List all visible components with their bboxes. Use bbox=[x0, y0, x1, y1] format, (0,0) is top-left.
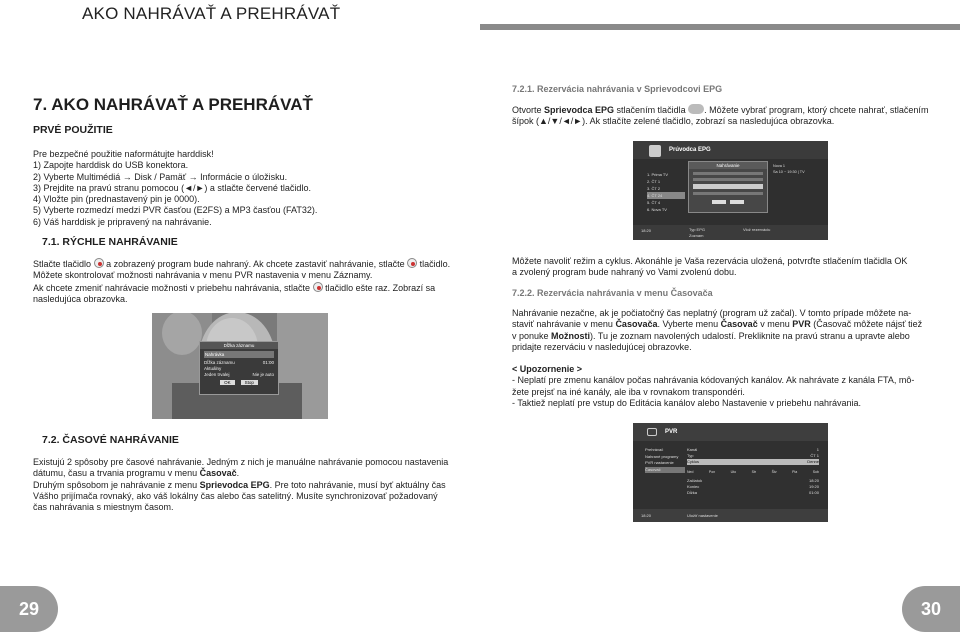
record-dialog-row[interactable]: Aktuálny bbox=[204, 366, 222, 371]
text: ). Tu je zoznam navolených udalostí. Prekliknite na pravú stranu a upravte alebo bbox=[590, 330, 910, 341]
popup-ok-button[interactable] bbox=[712, 200, 726, 204]
text: tlačidlo. bbox=[419, 259, 451, 269]
text: Denne bbox=[807, 459, 819, 464]
channel-item[interactable]: 4. ČT 24 bbox=[647, 192, 685, 199]
timer-rec-heading: 7.2. ČASOVÉ NAHRÁVANIE bbox=[42, 434, 179, 446]
text: dátumu, času a trvania programu v menu bbox=[33, 468, 200, 479]
channel-item[interactable]: 6. Nova TV bbox=[647, 207, 667, 212]
text: Druhým spôsobom je nahrávanie z menu bbox=[33, 479, 200, 490]
record-button-icon bbox=[94, 258, 104, 268]
text: pridajte rezerváciu v nasledujúcej obrazovke. bbox=[512, 341, 692, 352]
footer-item: Zoznam bbox=[689, 233, 704, 238]
pvr-timer-screenshot bbox=[633, 423, 828, 522]
text: Časovača bbox=[615, 319, 658, 330]
text: 1 bbox=[816, 447, 819, 452]
text: Sob bbox=[812, 470, 819, 474]
footer-item: Uložiť nastavenie bbox=[687, 513, 718, 518]
epg-title: Prúvodca EPG bbox=[669, 147, 711, 153]
epg-rec-text bbox=[512, 104, 928, 128]
warnings-heading: < Upozornenie > bbox=[512, 364, 583, 374]
text: . Vyberte menu bbox=[657, 319, 721, 330]
warning-item: - Neplatí pre zmenu kanálov počas nahrávania kódovaných kanálov. Ak nahrávate z kanála FTA, mô- bbox=[512, 375, 915, 386]
text: staviť nahrávanie v menu bbox=[512, 319, 616, 330]
channel-item[interactable]: 2. ČT 1 bbox=[647, 179, 661, 184]
text: a zobrazený program bude nahraný. Ak chcete zastaviť nahrávanie, stlačte bbox=[106, 259, 405, 269]
text: Štv bbox=[771, 470, 777, 474]
text: Sprievodca EPG bbox=[544, 105, 615, 115]
pvr-menu-item[interactable]: PVR nastavenie bbox=[645, 460, 674, 465]
footer-time: 18:20 bbox=[641, 228, 652, 233]
text: Str bbox=[751, 470, 757, 474]
text: Môžete navoliť režim a cyklus. Akonáhle je Vaša rezervácia uložená, potvrďte stlačením tlačidla OK bbox=[512, 256, 908, 266]
stop-button-icon bbox=[407, 258, 417, 268]
header-title: AKO NAHRÁVAŤ A PREHRÁVAŤ bbox=[82, 4, 341, 23]
text: Pia bbox=[792, 470, 798, 474]
text: v menu bbox=[757, 319, 793, 330]
text: Otvorte bbox=[512, 105, 545, 115]
text: Typ bbox=[687, 453, 694, 458]
epg-rec-heading: 7.2.1. Rezervácia nahrávania v Sprievodcovi EPG bbox=[512, 84, 723, 94]
pvr-footer bbox=[633, 509, 828, 522]
record-dialog-row[interactable] bbox=[204, 360, 274, 365]
text: Existujú 2 spôsoby pre časové nahrávanie. Jedným z nich je manuálne nahrávanie pomocou nastavenia bbox=[33, 457, 449, 467]
warning-item: žete prejsť na iné kanály, ale iba v rovnakom transpondéri. bbox=[512, 386, 745, 397]
header-bar bbox=[480, 24, 960, 30]
epg-screenshot bbox=[633, 141, 828, 240]
channel-item[interactable]: 5. ČT 4 bbox=[647, 200, 661, 205]
text: ČT 1 bbox=[810, 453, 819, 458]
pvr-timer-form bbox=[687, 447, 819, 496]
text: Môžete skontrolovať možnosti nahrávania v menu PVR nastavenia v menu Záznamy. bbox=[33, 270, 373, 281]
text: (Časovač môžete nájsť tiež bbox=[810, 319, 923, 330]
text: Kanál bbox=[687, 447, 698, 452]
record-dialog-item[interactable]: Nahrávka bbox=[204, 351, 274, 358]
text: . Pre toto nahrávanie, musí byť aktuálny čas bbox=[269, 479, 446, 490]
quick-rec-heading: 7.1. RÝCHLE NAHRÁVANIE bbox=[42, 236, 178, 248]
text: šípok (▲/▼/◄/►). Ak stlačíte zelené tlačidlo, zobrazí sa nasledujúca obrazovka. bbox=[512, 116, 835, 127]
text: čas nahrávania s miestnym časom. bbox=[33, 502, 174, 513]
first-use-line: 1) Zapojte harddisk do USB konektora. bbox=[33, 160, 189, 171]
text: tlačidlo ešte raz. Zobrazí sa bbox=[325, 282, 436, 293]
record-dialog bbox=[199, 341, 279, 395]
epg-record-popup bbox=[688, 161, 768, 213]
text: a zvolený program bude nahraný vo Vami zvolenú dobu. bbox=[512, 267, 737, 278]
warnings-block bbox=[512, 364, 914, 409]
pvr-title: PVR bbox=[665, 429, 678, 435]
timer-field-selected[interactable] bbox=[687, 459, 819, 465]
pvr-menu bbox=[645, 447, 685, 473]
epg-logo-icon bbox=[649, 145, 661, 157]
timer-menu-text bbox=[512, 308, 922, 353]
page-header bbox=[0, 0, 960, 26]
info-line: Sa 10 ~ 19:30 | TV bbox=[773, 170, 805, 174]
pvr-tape-icon bbox=[647, 428, 657, 436]
epg-button-icon bbox=[688, 104, 704, 114]
text: Začiatok bbox=[687, 478, 703, 483]
page-number-left: 29 bbox=[0, 586, 58, 632]
text: 01:00 bbox=[262, 360, 274, 365]
text: stlačením tlačidla bbox=[614, 105, 686, 115]
text: Uto bbox=[730, 470, 737, 474]
text: . bbox=[236, 468, 240, 479]
timer-row[interactable] bbox=[687, 490, 819, 496]
footer-item: Vlož rezerváciu bbox=[743, 227, 771, 232]
record-dialog-title: Dĺžka záznamu bbox=[200, 342, 278, 349]
info-line: Nova 1 bbox=[773, 164, 786, 168]
epg-footer bbox=[633, 225, 828, 240]
text: Stlačte tlačidlo bbox=[33, 259, 92, 269]
text: Dĺžka záznamu bbox=[204, 360, 235, 365]
text: 18:20 bbox=[808, 478, 819, 483]
text: PVR bbox=[792, 319, 811, 330]
channel-item[interactable]: 3. ČT 2 bbox=[647, 186, 661, 191]
warning-item: - Taktiež neplatí pre vstup do Editácia kanálov alebo Nastavenie v priebehu nahrávania. bbox=[512, 397, 862, 408]
text: Nahrávanie nezačne, ak je počiatočný čas neplatný (program už začal). V tomto prípade môžete na- bbox=[512, 308, 912, 318]
recording-options-screenshot bbox=[152, 313, 328, 419]
text: Sprievodca EPG bbox=[199, 479, 270, 490]
ok-button[interactable]: OK bbox=[220, 380, 235, 385]
text: 19:20 bbox=[808, 484, 819, 489]
text: Cyklus bbox=[687, 459, 700, 464]
first-use-line: 2) Vyberte Multimédiá → Disk / Pamäť → Informácie o úložisku. bbox=[33, 171, 288, 182]
text: v ponuke bbox=[512, 330, 552, 341]
first-use-line: Pre bezpečné použitie naformátujte harddisk! bbox=[33, 149, 214, 159]
text: Časovač bbox=[720, 319, 758, 330]
epg-titlebar bbox=[633, 141, 828, 159]
first-use-line: 6) Váš harddisk je pripravený na nahrávanie. bbox=[33, 216, 212, 227]
pvr-titlebar bbox=[633, 423, 828, 441]
pvr-menu-item[interactable]: Časovač bbox=[645, 467, 685, 474]
pvr-menu-item[interactable]: Nahrané programy bbox=[645, 453, 679, 459]
first-use-line: 3) Prejdite na pravú stranu pomocou (◄/►) a stlačte červené tlačidlo. bbox=[33, 182, 311, 193]
first-use-list bbox=[33, 149, 317, 228]
text: Pon bbox=[708, 470, 716, 474]
text: Možnosti bbox=[551, 330, 591, 341]
text: nasledujúca obrazovka. bbox=[33, 293, 128, 304]
timer-rec-text bbox=[33, 457, 448, 513]
footer-time: 18:20 bbox=[641, 513, 652, 518]
text: Nie je auto bbox=[252, 372, 274, 377]
weekday-row[interactable] bbox=[687, 469, 819, 475]
text: . Môžete vybrať program, ktorý chcete nahrať, stlačením bbox=[704, 105, 929, 115]
pvr-menu-item[interactable]: Prehrávač bbox=[645, 447, 664, 452]
first-use-line: 5) Vyberte rozmedzí medzi PVR časťou (E2FS) a MP3 časťou (FAT32). bbox=[33, 205, 318, 216]
first-use-line: 4) Vložte pin (prednastavený pin je 0000). bbox=[33, 194, 200, 205]
first-use-heading: PRVÉ POUŽITIE bbox=[33, 124, 113, 136]
epg-channel-list bbox=[647, 171, 685, 213]
timer-menu-heading: 7.2.2. Rezervácia nahrávania v menu Časovača bbox=[512, 288, 713, 298]
page-number-right: 30 bbox=[902, 586, 960, 632]
text: Jeden trvalej bbox=[204, 372, 230, 377]
text: 01:00 bbox=[808, 490, 819, 495]
text: Ak chcete zmeniť nahrávacie možnosti v priebehu nahrávania, stlačte bbox=[33, 282, 311, 293]
text: Ned bbox=[687, 470, 694, 474]
popup-cancel-button[interactable] bbox=[730, 200, 744, 204]
stop-button[interactable]: Stop bbox=[241, 380, 258, 385]
record-dialog-row[interactable] bbox=[204, 372, 274, 377]
text: Vášho prijímača rovnaký, ako váš lokálny čas alebo čas satelitný. Musíte synchronizovať požadovaný bbox=[33, 490, 438, 501]
channel-item[interactable]: 1. Prima TV bbox=[647, 172, 669, 177]
text: Dĺžka bbox=[687, 490, 698, 495]
record-button-icon bbox=[313, 282, 323, 292]
text: Časovač bbox=[199, 468, 237, 479]
footer-item: Typ EPG bbox=[689, 227, 706, 232]
epg-info-panel bbox=[773, 163, 823, 175]
quick-rec-text bbox=[33, 258, 450, 305]
text: Koniec bbox=[687, 484, 700, 489]
chapter-title: 7. AKO NAHRÁVAŤ A PREHRÁVAŤ bbox=[33, 95, 313, 114]
epg-after-text bbox=[512, 256, 907, 279]
popup-title: Nahrávanie bbox=[689, 162, 767, 169]
